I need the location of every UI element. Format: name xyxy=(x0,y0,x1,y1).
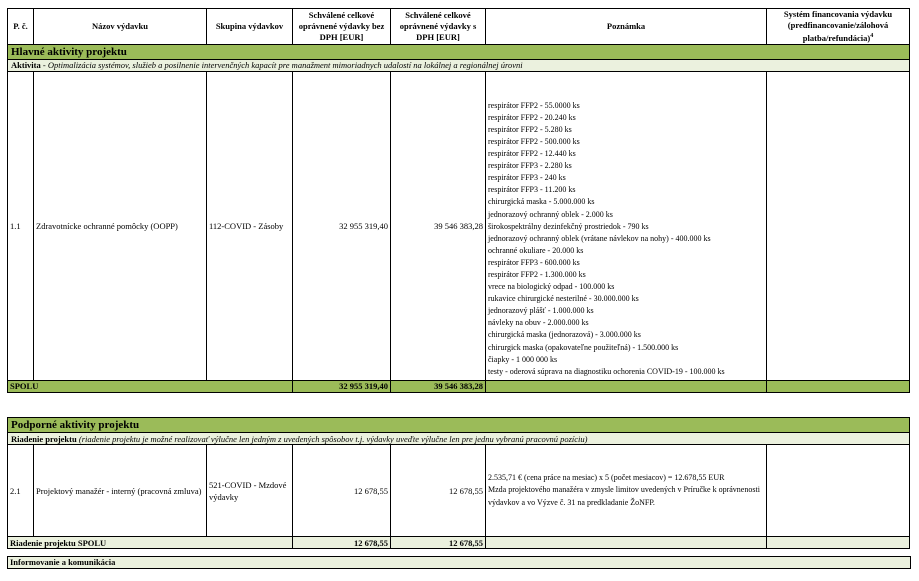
note-line: respirátor FFP2 - 500.000 ks xyxy=(488,136,580,146)
sum-incl: 39 546 383,28 xyxy=(391,380,486,392)
activity-label: Aktivita xyxy=(11,60,41,71)
col-no-header: P. č. xyxy=(8,9,34,45)
note-line: respirátor FFP2 - 55.0000 ks xyxy=(488,100,580,110)
row-fin xyxy=(767,445,910,537)
section-title-row xyxy=(8,44,910,59)
sum-fin xyxy=(767,537,910,549)
sum-excl: 12 678,55 xyxy=(293,537,391,549)
note-line: respirátor FFP2 - 12.440 ks xyxy=(488,149,576,159)
note-line: respirátor FFP2 - 20.240 ks xyxy=(488,112,576,122)
sum-label: SPOLU xyxy=(8,380,293,392)
note-line: respirátor FFP2 - 1.300.000 ks xyxy=(488,269,586,279)
note-line: jednorazový ochranný oblek (vrátane návlekov na nohy) - 400.000 ks xyxy=(488,233,711,243)
note-line: respirátor FFP3 - 600.000 ks xyxy=(488,257,580,267)
support-activities-table xyxy=(7,417,910,549)
note-line: návleky na obuv - 2.000.000 ks xyxy=(488,318,589,328)
row-no: 1.1 xyxy=(8,71,34,380)
sum-note xyxy=(486,380,767,392)
activity-row xyxy=(8,59,910,71)
row-excl: 32 955 319,40 xyxy=(293,71,391,380)
note-line: chirurgick maska (opakovateľne použiteľná) - 1.500.000 ks xyxy=(488,342,679,352)
row-name: Projektový manažér - interný (pracovná zmluva) xyxy=(34,445,207,537)
section-title: Podporné aktivity projektu xyxy=(8,418,910,433)
note-line: respirátor FFP3 - 11.200 ks xyxy=(488,185,576,195)
activity-cell xyxy=(8,59,910,71)
note-line: chirurgická maska (jednorazová) - 3.000.000 ks xyxy=(488,330,641,340)
sum-fin xyxy=(767,380,910,392)
note-line: respirátor FFP3 - 240 ks xyxy=(488,173,566,183)
row-incl: 39 546 383,28 xyxy=(391,71,486,380)
sum-row xyxy=(8,537,910,549)
note-line: jednorazový ochranný oblek - 2.000 ks xyxy=(488,209,613,219)
header-row xyxy=(8,9,910,45)
sum-note xyxy=(486,537,767,549)
col-name-header: Názov výdavku xyxy=(34,9,207,45)
row-excl: 12 678,55 xyxy=(293,445,391,537)
note-line: vrece na biologický odpad - 100.000 ks xyxy=(488,282,615,292)
sum-row xyxy=(8,380,910,392)
row-name: Zdravotnícke ochranné pomôcky (OOPP) xyxy=(34,71,207,380)
note-line: rukavice chirurgické nesterilné - 30.000.000 ks xyxy=(488,294,639,304)
notes-cell xyxy=(486,445,767,537)
section-title-row xyxy=(8,418,910,433)
col-excl-header: Schválené celkové oprávnené výdavky bez DPH [EUR] xyxy=(293,9,391,45)
footnote-ref: 4 xyxy=(870,33,874,39)
sum-excl: 32 955 319,40 xyxy=(293,380,391,392)
note-line: čiapky - 1 000 000 ks xyxy=(488,354,558,364)
col-group-header: Skupina výdavkov xyxy=(207,9,293,45)
table-row xyxy=(8,71,910,380)
row-group: 112-COVID - Zásoby xyxy=(207,71,293,380)
next-section-label: Informovanie a komunikácia xyxy=(7,556,911,569)
col-incl-header: Schválené celkové oprávnené výdavky s DPH [EUR] xyxy=(391,9,486,45)
activity-text: (riadenie projektu je možné realizovať výlučne len jedným z uvedených spôsobov t.j. výdavky uveďte výlučne len pre jednu vybranú pracovnú pozíciu) xyxy=(76,433,588,444)
note-line: ochranné okuliare - 20.000 ks xyxy=(488,245,584,255)
note-line: respirátor FFP3 - 2.280 ks xyxy=(488,161,572,171)
main-activities-table xyxy=(7,8,910,393)
col-note-header: Poznámka xyxy=(486,9,767,45)
sum-incl: 12 678,55 xyxy=(391,537,486,549)
note-line: chirurgická maska - 5.000.000 ks xyxy=(488,197,595,207)
note-line: 2.535,71 € (cena práce na mesiac) x 5 (počet mesiacov) = 12.678,55 EUR xyxy=(488,473,725,483)
note-line: testy - oderová súprava na diagnostiku ochorenia COVID-19 - 100.000 ks xyxy=(488,366,725,376)
row-fin xyxy=(767,71,910,380)
activity-label: Riadenie projektu xyxy=(11,433,77,444)
note-line: jednorazový plášť - 1.000.000 ks xyxy=(488,306,594,316)
sum-label: Riadenie projektu SPOLU xyxy=(8,537,293,549)
col-fin-header xyxy=(767,9,910,45)
notes-cell xyxy=(486,71,767,380)
note-line: Mzda projektového manažéra v zmysle limitov uvedených v Príručke k oprávnenosti výdavkov a vo Výzve č. 31 na predkladanie ŽoNFP. xyxy=(488,485,760,507)
activity-row xyxy=(8,433,910,445)
activity-text: - Optimalizácia systémov, služieb a posilnenie intervenčných kapacít pre manažment mimoriadnych udalostí na lokálnej a regionálnej úrovni xyxy=(40,60,523,71)
table-row xyxy=(8,445,910,537)
col-fin-header-text: Systém financovania výdavku (predfinancovanie/zálohová platba/refundácia) xyxy=(783,9,893,43)
activity-cell xyxy=(8,433,910,445)
row-group: 521-COVID - Mzdové výdavky xyxy=(207,445,293,537)
row-no: 2.1 xyxy=(8,445,34,537)
note-line: respirátor FFP2 - 5.280 ks xyxy=(488,124,572,134)
section-title: Hlavné aktivity projektu xyxy=(8,44,910,59)
note-line: širokospektrálny dezinfekčný prostriedok - 790 ks xyxy=(488,221,649,231)
row-incl: 12 678,55 xyxy=(391,445,486,537)
